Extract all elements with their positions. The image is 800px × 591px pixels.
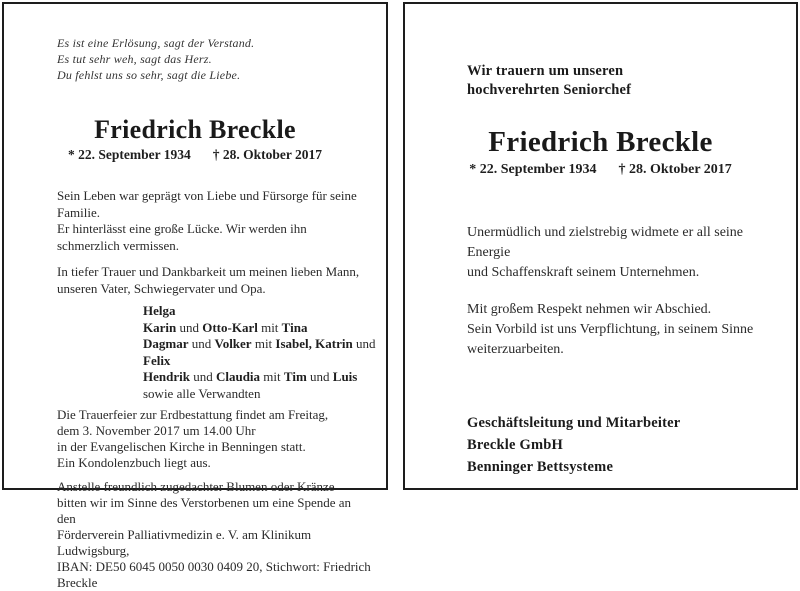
- person-name: Tim: [283, 369, 307, 384]
- text-line: Sein Leben war geprägt von Liebe und Fürsorge für seine Familie.: [57, 188, 357, 220]
- text-segment: mit: [260, 369, 284, 384]
- person-name: Claudia: [215, 369, 261, 384]
- text-line: Geschäftsleitung und Mitarbeiter: [467, 415, 681, 431]
- birth-date: * 22. September 1934: [67, 147, 191, 162]
- text-line: Es tut sehr weh, sagt das Herz.: [57, 52, 212, 66]
- person-name: Felix: [143, 352, 171, 368]
- text-line: Anstelle freundlich zugedachter Blumen oder Kränze: [57, 479, 335, 494]
- text-segment: und: [352, 336, 376, 351]
- text-line: [143, 386, 386, 403]
- text-line: unseren Vater, Schwiegervater und Opa.: [57, 280, 266, 296]
- text-line: Wir trauern um unseren: [467, 63, 624, 79]
- family-names-list: [143, 303, 386, 402]
- person-name: Tina: [281, 319, 308, 335]
- text-segment: und: [176, 319, 203, 335]
- text-line: IBAN: DE50 6045 0050 0030 0409 20, Stichwort: Friedrich Breckle: [57, 559, 371, 590]
- life-dates: [4, 146, 386, 164]
- signature-block: [467, 412, 782, 478]
- text-segment: sowie alle Verwandten: [143, 385, 261, 401]
- text-line: Förderverein Palliativmedizin e. V. am Klinikum Ludwigsburg,: [57, 527, 312, 558]
- text-line: in der Evangelischen Kirche in Benningen statt.: [57, 439, 306, 454]
- memorial-quote: [57, 35, 372, 83]
- person-name: Luis: [332, 369, 358, 384]
- text-line: Benninger Bettsysteme: [467, 459, 614, 475]
- person-name: Isabel, Katrin: [275, 336, 353, 351]
- text-line: Sein Vorbild ist uns Verpflichtung, in seinem Sinne: [467, 322, 754, 337]
- text-segment: mit: [251, 336, 276, 351]
- life-tribute: [57, 188, 372, 254]
- person-name: Karin: [143, 319, 177, 335]
- text-line: In tiefer Trauer und Dankbarkeit um meinen lieben Mann,: [57, 264, 360, 279]
- dedication-text: [467, 223, 782, 283]
- company-mourning-header: [467, 62, 782, 100]
- text-line: Die Trauerfeier zur Erdbestattung findet am Freitag,: [57, 407, 329, 422]
- life-dates: [405, 161, 796, 179]
- text-line: dem 3. November 2017 um 14.00 Uhr: [57, 423, 256, 438]
- person-name: Hendrik: [143, 369, 190, 384]
- text-line: Du fehlst uns so sehr, sagt die Liebe.: [57, 68, 241, 82]
- text-segment: und: [306, 369, 333, 384]
- company-obituary-card: [403, 2, 798, 490]
- family-obituary-card: [2, 2, 388, 590]
- text-line: [143, 336, 386, 369]
- death-date: † 28. Oktober 2017: [212, 147, 322, 162]
- text-line: [143, 369, 386, 386]
- text-line: Mit großem Respekt nehmen wir Abschied.: [467, 302, 712, 317]
- text-line: [143, 320, 386, 337]
- birth-date: * 22. September 1934: [469, 162, 597, 177]
- person-name: Helga: [143, 303, 176, 318]
- death-date: † 28. Oktober 2017: [618, 162, 732, 177]
- person-name: Dagmar: [143, 336, 189, 351]
- text-line: und Schaffenskraft seinem Unternehmen.: [467, 265, 700, 280]
- deceased-name: Friedrich Breckle: [94, 115, 296, 144]
- text-segment: mit: [257, 319, 282, 335]
- farewell-text: [467, 300, 782, 360]
- text-segment: und: [189, 369, 216, 384]
- text-line: Es ist eine Erlösung, sagt der Verstand.: [57, 36, 255, 50]
- mourning-statement: [57, 264, 372, 297]
- text-line: [143, 303, 386, 320]
- text-line: Er hinterlässt eine große Lücke. Wir werden ihn schmerzlich vermissen.: [57, 221, 307, 253]
- funeral-details: [57, 407, 372, 471]
- text-line: Breckle GmbH: [467, 437, 563, 453]
- text-line: bitten wir im Sinne des Verstorbenen um eine Spende an den: [57, 495, 352, 526]
- text-segment: und: [188, 336, 215, 351]
- person-name: Volker: [214, 336, 252, 351]
- deceased-name: Friedrich Breckle: [488, 126, 713, 158]
- text-line: Unermüdlich und zielstrebig widmete er all seine Energie: [467, 225, 744, 260]
- text-line: Ein Kondolenzbuch liegt aus.: [57, 455, 211, 470]
- text-line: hochverehrten Seniorchef: [467, 82, 632, 98]
- person-name: Otto-Karl: [202, 319, 258, 335]
- text-line: weiterzuarbeiten.: [467, 342, 564, 357]
- donation-request: [57, 479, 372, 591]
